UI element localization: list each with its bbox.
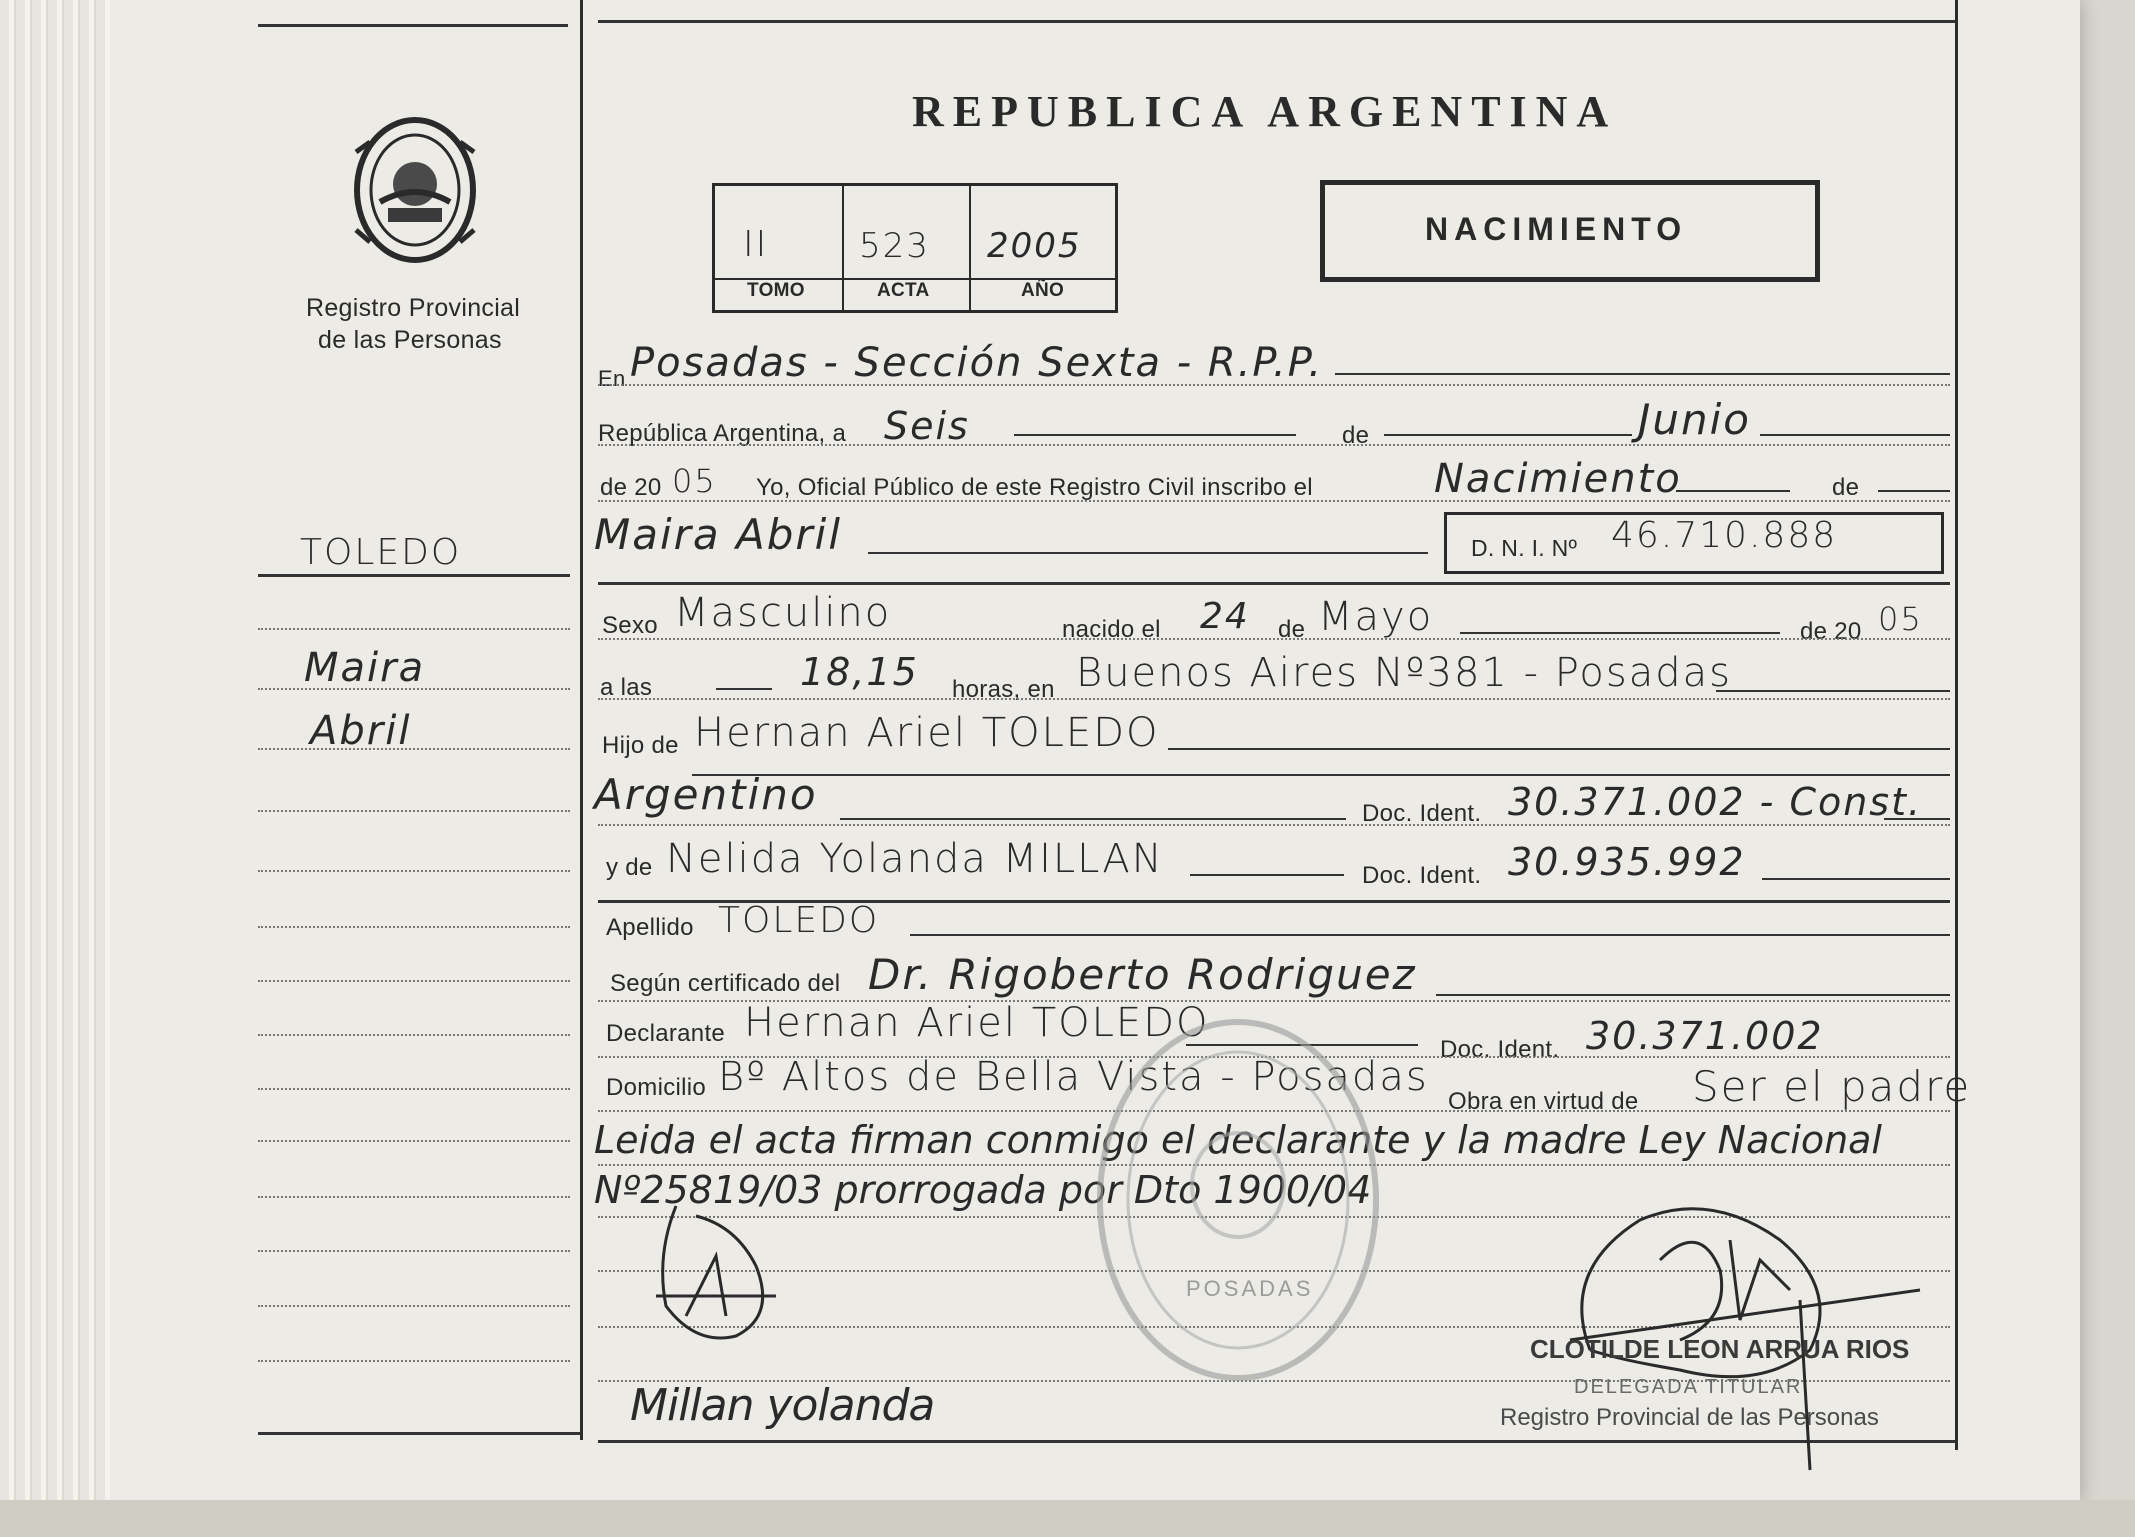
registry-number-box <box>712 183 1118 313</box>
tomo-value: II <box>743 224 769 265</box>
row-rule <box>598 444 1950 446</box>
row-line <box>692 774 1950 776</box>
top-rule-left <box>258 24 568 27</box>
row-line <box>840 818 1346 820</box>
yde-label: y de <box>606 854 653 881</box>
ano-label: AÑO <box>1021 280 1065 301</box>
acta-value: 523 <box>859 226 930 266</box>
side-rule <box>258 1140 570 1142</box>
hora-value: 18,15 <box>800 650 919 694</box>
padre-value: Hernan Ariel TOLEDO <box>694 710 1160 756</box>
country-title: REPUBLICA ARGENTINA <box>912 87 1618 136</box>
side-surname: TOLEDO <box>300 532 462 573</box>
oficial-organismo: Registro Provincial de las Personas <box>1500 1404 1879 1431</box>
document-type: NACIMIENTO <box>1425 211 1688 247</box>
oficial-signature <box>1560 1180 1920 1480</box>
inscribo-label: Yo, Oficial Público de este Registro Civil inscribo el <box>756 474 1313 501</box>
top-rule-right <box>598 20 1956 23</box>
mes-value: Junio <box>1638 395 1751 444</box>
row-line <box>1716 690 1950 692</box>
de-label: de <box>1342 422 1370 449</box>
side-surname-rule <box>258 574 570 577</box>
declarante-label: Declarante <box>606 1020 726 1047</box>
book-bottom-edge <box>0 1500 2135 1537</box>
republica-label: República Argentina, a <box>598 420 847 447</box>
row-line <box>1014 434 1296 436</box>
dni-box <box>1444 512 1944 574</box>
row-line <box>1760 434 1950 436</box>
row-line <box>910 934 1950 936</box>
row-rule-strong <box>598 582 1950 585</box>
horas-label: horas, en <box>952 676 1055 703</box>
dni-label: D. N. I. Nº <box>1471 535 1578 561</box>
row-rule <box>598 824 1950 826</box>
anio-value: 05 <box>672 462 717 500</box>
padre-doc: 30.371.002 - Const. <box>1508 780 1923 824</box>
side-rule <box>258 1360 570 1362</box>
observaciones-line1: Leida el acta firman conmigo el declarante y la madre Ley Nacional <box>594 1118 1882 1162</box>
doc-label: Doc. Ident. <box>1440 1036 1560 1063</box>
madre-signature: Millan yolanda <box>630 1380 935 1431</box>
declarante-signature <box>636 1196 806 1366</box>
row-line <box>868 552 1428 554</box>
domicilio-value: Bº Altos de Bella Vista - Posadas <box>718 1054 1429 1100</box>
en-value: Posadas - Sección Sexta - R.P.P. <box>630 340 1324 386</box>
doc-label: Doc. Ident. <box>1362 800 1482 827</box>
side-rule <box>258 1250 570 1252</box>
side-rule <box>258 980 570 982</box>
side-name1: Maira <box>304 645 426 691</box>
side-rule <box>258 1305 570 1307</box>
alas-label: a las <box>600 674 653 701</box>
oficial-cargo: DELEGADA TITULAR <box>1574 1376 1803 1398</box>
de20-label2: de 20 <box>1800 618 1862 645</box>
row-line <box>1168 748 1950 750</box>
doc-label: Doc. Ident. <box>1362 862 1482 889</box>
nacido-label: nacido el <box>1062 616 1161 643</box>
row-line <box>1878 490 1950 492</box>
observaciones-line2: Nº25819/03 prorrogada por Dto 1900/04 <box>594 1168 1372 1212</box>
sexo-label: Sexo <box>602 612 658 639</box>
row-rule <box>598 698 1950 700</box>
apellido-label: Apellido <box>606 914 694 941</box>
side-name2: Abril <box>310 708 412 754</box>
side-bottom-rule <box>258 1432 580 1435</box>
madre-value: Nelida Yolanda MILLAN <box>666 836 1164 882</box>
oficial-nombre: CLOTILDE LEON ARRUA RIOS <box>1530 1334 1910 1364</box>
row-rule <box>598 500 1950 502</box>
row-line <box>716 688 772 690</box>
divider-left <box>580 0 583 1440</box>
lugar-value: Buenos Aires Nº381 - Posadas <box>1076 650 1732 696</box>
dni-value: 46.710.888 <box>1611 515 1838 556</box>
certificado-value: Dr. Rigoberto Rodriguez <box>868 950 1417 999</box>
row-line <box>1460 632 1780 634</box>
document-type-box <box>1320 180 1820 282</box>
row-line <box>1384 434 1632 436</box>
de20-label: de 20 <box>600 474 662 501</box>
misiones-seal-logo <box>350 112 480 267</box>
de-label2: de <box>1832 474 1860 501</box>
stamp-text: POSADAS <box>1186 1276 1314 1301</box>
row-line <box>1335 373 1950 375</box>
row-line <box>1762 878 1950 880</box>
obra-label: Obra en virtud de <box>1448 1088 1639 1115</box>
row-rule <box>598 638 1950 640</box>
official-stamp <box>1088 1010 1388 1390</box>
book-page-edges <box>0 0 110 1500</box>
padre-nacionalidad: Argentino <box>594 770 818 819</box>
side-rule <box>258 628 570 630</box>
de-label3: de <box>1278 616 1306 643</box>
apellido-value: TOLEDO <box>718 900 880 941</box>
obra-value: Ser el padre <box>1692 1062 1972 1111</box>
tomo-label: TOMO <box>747 280 805 301</box>
domicilio-label: Domicilio <box>606 1074 707 1101</box>
side-rule <box>258 810 570 812</box>
row-line <box>1436 994 1950 996</box>
ano-value: 2005 <box>987 226 1082 266</box>
side-rule <box>258 1196 570 1198</box>
hijo-label: Hijo de <box>602 732 679 759</box>
acto-value: Nacimiento <box>1434 456 1682 502</box>
org-name-line1: Registro Provincial <box>306 294 521 322</box>
sexo-value: Masculino <box>674 590 892 636</box>
row-line <box>1190 874 1344 876</box>
row-rule <box>598 384 1950 386</box>
side-rule <box>258 1034 570 1036</box>
madre-doc: 30.935.992 <box>1508 840 1746 884</box>
border-right <box>1955 0 1958 1450</box>
side-rule <box>258 926 570 928</box>
org-name-line2: de las Personas <box>318 326 502 354</box>
nacido-dia: 24 <box>1200 596 1250 637</box>
dia-value: Seis <box>884 404 970 448</box>
row-line <box>1676 490 1790 492</box>
side-rule <box>258 748 570 750</box>
segun-label: Según certificado del <box>610 970 841 997</box>
side-rule <box>258 688 570 690</box>
side-rule <box>258 1088 570 1090</box>
nacido-anio: 05 <box>1878 600 1923 638</box>
nacido-mes: Mayo <box>1318 594 1434 640</box>
en-label: En <box>598 366 626 391</box>
side-rule <box>258 870 570 872</box>
nombre-value: Maira Abril <box>594 510 842 559</box>
declarante-doc: 30.371.002 <box>1586 1014 1824 1058</box>
row-line <box>1884 818 1950 820</box>
acta-label: ACTA <box>877 280 930 301</box>
declarante-value: Hernan Ariel TOLEDO <box>744 1000 1210 1046</box>
